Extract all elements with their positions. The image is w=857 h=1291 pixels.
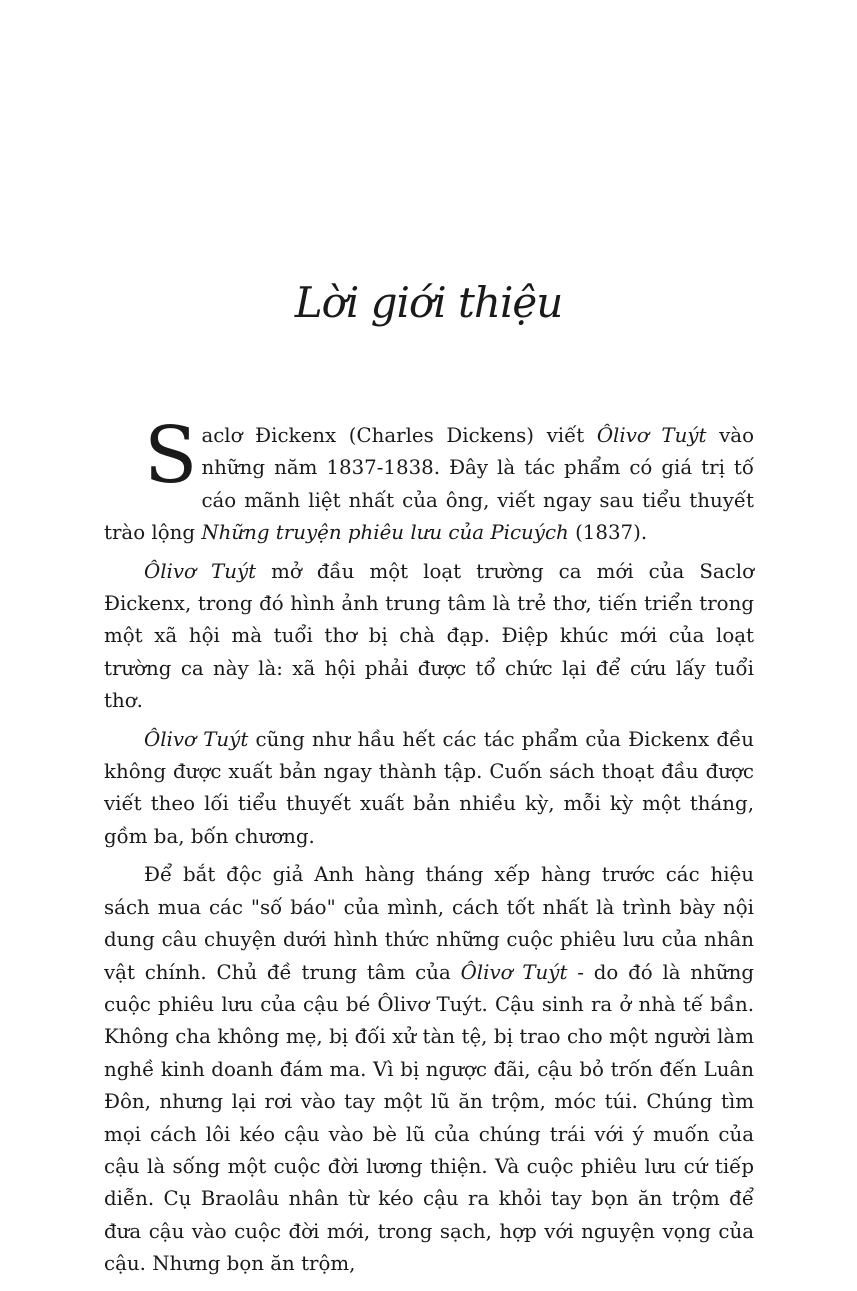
- paragraph-2-text: mở đầu một loạt trường ca mới của Saclơ Đickenx, trong đó hình ảnh trung tâm là trẻ thơ, tiến triển trong một xã hội mà tuổi thơ bị chà đạp. Điệp khúc mới của loạt trường ca này là: xã hội phải được tổ chức lại để cứu lấy tuổi thơ.: [104, 559, 754, 713]
- drop-cap: S: [144, 411, 198, 501]
- paragraph-3: [104, 724, 754, 854]
- book-title-italic: Ôlivơ Tuýt: [596, 424, 707, 447]
- book-title-italic: Ôlivơ Tuýt: [144, 727, 249, 751]
- paragraph-4: [104, 859, 754, 1280]
- book-title-italic: Ôlivơ Tuýt: [460, 960, 568, 984]
- chapter-title: Lời giới thiệu: [294, 278, 563, 327]
- paragraph-1-text-a: aclơ Đickenx (Charles Dickens) viết: [201, 424, 597, 447]
- book-title-italic: Ôlivơ Tuýt: [144, 559, 257, 583]
- paragraph-1-text-b: vào những năm 1837-1838. Đây là tác phẩm có giá trị tố cáo mãnh liệt nhất của ông, viết ngay sau tiểu thuyết trào lộng: [104, 424, 754, 545]
- paragraph-2: [104, 556, 754, 718]
- paragraph-1: [104, 411, 754, 550]
- paragraph-1-text-c: (1837).: [568, 521, 648, 545]
- book-title-italic: Những truyện phiêu lưu của Picuých: [201, 521, 569, 545]
- paragraph-4-text-b: - do đó là những cuộc phiêu lưu của cậu bé Ôlivơ Tuýt. Cậu sinh ra ở nhà tế bần. Không cha không mẹ, bị đối xử tàn tệ, bị trao cho một người làm nghề kinh doanh đám ma. Vì bị ngược đãi, cậu bỏ trốn đến Luân Đôn, nhưng lại rơi vào tay một lũ ăn trộm, móc túi. Chúng tìm mọi cách lôi kéo cậu vào bè lũ của chúng trái với ý muốn của cậu là sống một cuộc đời lương thiện. Và cuộc phiêu lưu cứ tiếp diễn. Cụ Braolâu nhân từ kéo cậu ra khỏi tay bọn ăn trộm để đưa cậu vào cuộc đời mới, trong sạch, hợp với nguyện vọng của cậu. Nhưng bọn ăn trộm,: [104, 960, 754, 1276]
- body-text: [104, 411, 754, 1287]
- paragraph-3-text: cũng như hầu hết các tác phẩm của Đickenx đều không được xuất bản ngay thành tập. Cuốn sách thoạt đầu được viết theo lối tiểu thuyết xuất bản nhiều kỳ, mỗi kỳ một tháng, gồm ba, bốn chương.: [104, 727, 754, 848]
- paragraph-4-text-a: Để bắt độc giả Anh hàng tháng xếp hàng trước các hiệu sách mua các "số báo" của mình, cách tốt nhất là trình bày nội dung câu chuyện dưới hình thức những cuộc phiêu lưu của nhân vật chính. Chủ đề trung tâm của: [104, 863, 754, 984]
